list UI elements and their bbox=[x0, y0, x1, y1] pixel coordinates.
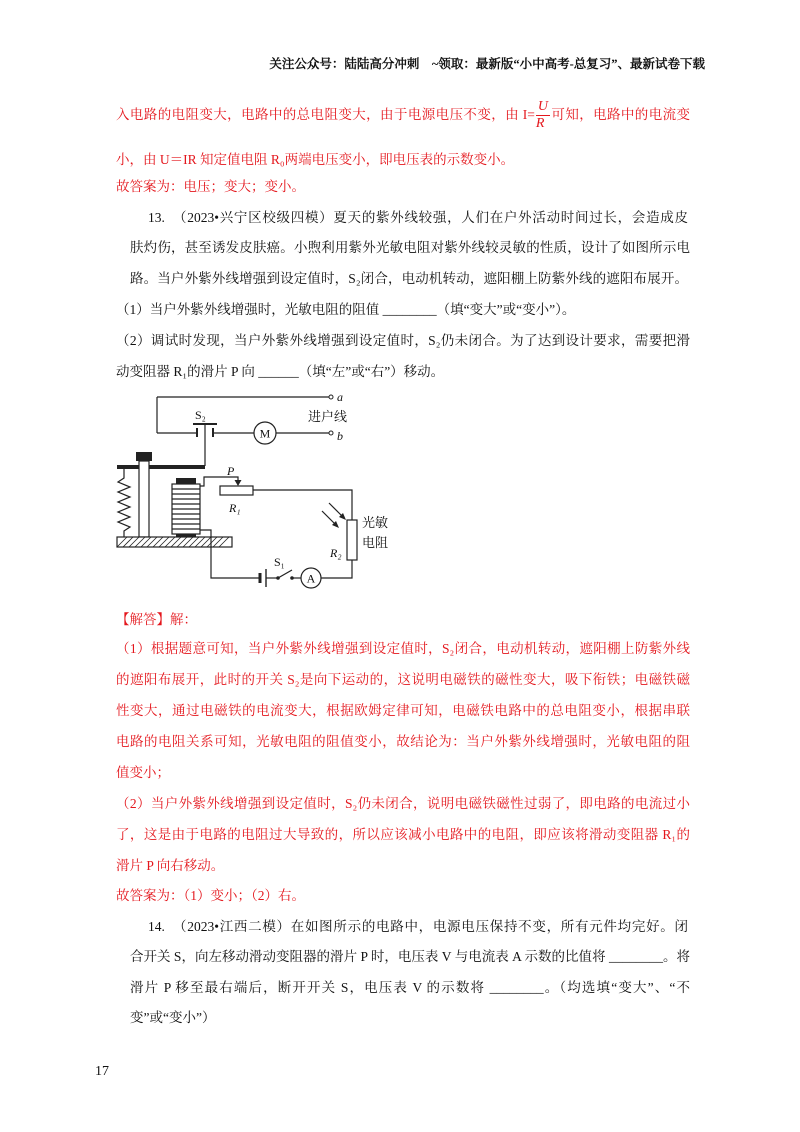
electromagnet-core-top bbox=[176, 478, 196, 484]
page-number: 17 bbox=[95, 1064, 109, 1079]
light-arrow-2 bbox=[329, 503, 343, 517]
label-motor: M bbox=[259, 426, 271, 441]
rheostat-r1 bbox=[220, 486, 253, 495]
wire-r1-to-r2 bbox=[253, 490, 352, 520]
light-arrow-1 bbox=[322, 511, 336, 525]
solution-line: （2）当户外紫外线增强到设定值时，S₂仍未闭合，说明电磁铁磁性过弱了，即电路的电流过小 bbox=[116, 796, 690, 811]
relay-post bbox=[139, 461, 149, 537]
slider-arrowhead bbox=[235, 480, 242, 486]
label-photoresistor-caption-1: 光敏 bbox=[362, 515, 389, 530]
solution-line: 的遮阳布展开，此时的开关 S₂是向下运动的，这说明电磁铁的磁性变大，吸下衔铁；电磁铁磁 bbox=[116, 672, 690, 687]
previous-answer-line-1 bbox=[116, 98, 690, 132]
solution-line: 性变大，通过电磁铁的电流变大，根据欧姆定律可知，电磁铁电路中的总电阻变小，根据串联 bbox=[116, 703, 690, 718]
fraction-numerator: U bbox=[537, 99, 549, 115]
label-rheostat: R₁ bbox=[229, 501, 241, 515]
label-switch-s1: S₁ bbox=[274, 555, 285, 569]
question-14-line: 变”或“变小”） bbox=[130, 1010, 216, 1025]
photoresistor-r2 bbox=[347, 520, 357, 560]
label-terminal-a: a bbox=[337, 390, 343, 404]
relay-spring bbox=[118, 469, 130, 537]
question-14-line: 14. （2023•江西二模）在如图所示的电路中，电源电压保持不变，所有元件均完好。闭 bbox=[148, 919, 688, 934]
solution-line: 滑片 P 向右移动。 bbox=[116, 858, 225, 873]
question-13-line: 路。当户外紫外线增强到设定值时，S₂闭合，电动机转动，遮阳棚上防紫外线的遮阳布展开。 bbox=[130, 271, 688, 286]
wire-slider bbox=[200, 477, 238, 486]
label-mains: 进户线 bbox=[308, 409, 348, 424]
wire-r2-to-ammeter bbox=[321, 560, 352, 578]
relay-armature bbox=[117, 465, 205, 469]
question-14-line: 合开关 S，向左移动滑动变阻器的滑片 P 时，电压表 V 与电流表 A 示数的比值将 ________。将 bbox=[130, 949, 690, 964]
label-photoresistor: R₂ bbox=[330, 546, 342, 560]
solution-line: 值变小； bbox=[116, 765, 170, 780]
previous-answer-line-1-end: 可知，电路中的电流变 bbox=[551, 107, 691, 122]
solution-line: 了，这是由于电路的电阻过大导致的，所以应该减小电路中的电阻，即应该将滑动变阻器 R₁的 bbox=[116, 827, 690, 842]
label-photoresistor-caption-2: 电阻 bbox=[362, 535, 389, 550]
solution-line: （1）根据题意可知，当户外紫外线增强到设定值时，S₂闭合，电动机转动，遮阳棚上防紫外线 bbox=[116, 641, 690, 656]
label-slider: P bbox=[227, 464, 235, 478]
label-switch-s2: S₂ bbox=[195, 408, 206, 422]
fraction-denominator: R bbox=[535, 116, 545, 132]
relay-pivot-cap bbox=[136, 452, 152, 461]
s1-contact-right bbox=[290, 576, 294, 580]
question-13-part-2-line: 动变阻器 R₁的滑片 P 向 ______（填“左”或“右”）移动。 bbox=[116, 364, 445, 379]
question-13-line: 肤灼伤，甚至诱发皮肤癌。小煦利用紫外光敏电阻对紫外线较灵敏的性质，设计了如图所示电 bbox=[130, 240, 690, 255]
question-13-part-2-line: （2）调试时发现，当户外紫外线增强到设定值时，S₂仍未闭合。为了达到设计要求，需要把滑 bbox=[116, 333, 690, 348]
circuit-diagram bbox=[110, 385, 410, 597]
question-13-line: 13. （2023•兴宁区校级四模）夏天的紫外线较强，人们在户外活动时间过长，会造成皮 bbox=[148, 210, 688, 225]
previous-answer-line-1-start: 入电路的电阻变大，电路中的总电阻变大，由于电源电压不变，由 I= bbox=[116, 107, 535, 122]
question-14-line: 滑片 P 移至最右端后，断开开关 S，电压表 V 的示数将 ________。（均选填“变大”、“不 bbox=[130, 980, 690, 995]
page-header: 关注公众号：陆陆高分冲刺 ~领取：最新版“小中高考-总复习”、最新试卷下载 bbox=[269, 57, 705, 71]
terminal-a bbox=[329, 395, 333, 399]
solution-line: 电路的电阻关系可知，光敏电阻的阻值变小，故结论为：当户外紫外线增强时，光敏电阻的阻 bbox=[116, 734, 690, 749]
label-ammeter: A bbox=[306, 571, 316, 586]
previous-answer-line-2: 小，由 U＝IR 知定值电阻 R₀两端电压变小，即电压表的示数变小。 bbox=[116, 152, 515, 167]
previous-answer-final: 故答案为：电压；变大；变小。 bbox=[116, 179, 305, 194]
solution-heading: 【解答】解： bbox=[116, 612, 197, 627]
question-13-part-1: （1）当户外紫外线增强时，光敏电阻的阻值 ________（填“变大”或“变小”）。 bbox=[116, 302, 576, 317]
formula-fraction bbox=[536, 100, 550, 131]
s1-lever bbox=[278, 570, 292, 578]
solution-final-answer: 故答案为：（1）变小；（2）右。 bbox=[116, 888, 305, 903]
terminal-b bbox=[329, 431, 333, 435]
label-terminal-b: b bbox=[337, 429, 343, 443]
